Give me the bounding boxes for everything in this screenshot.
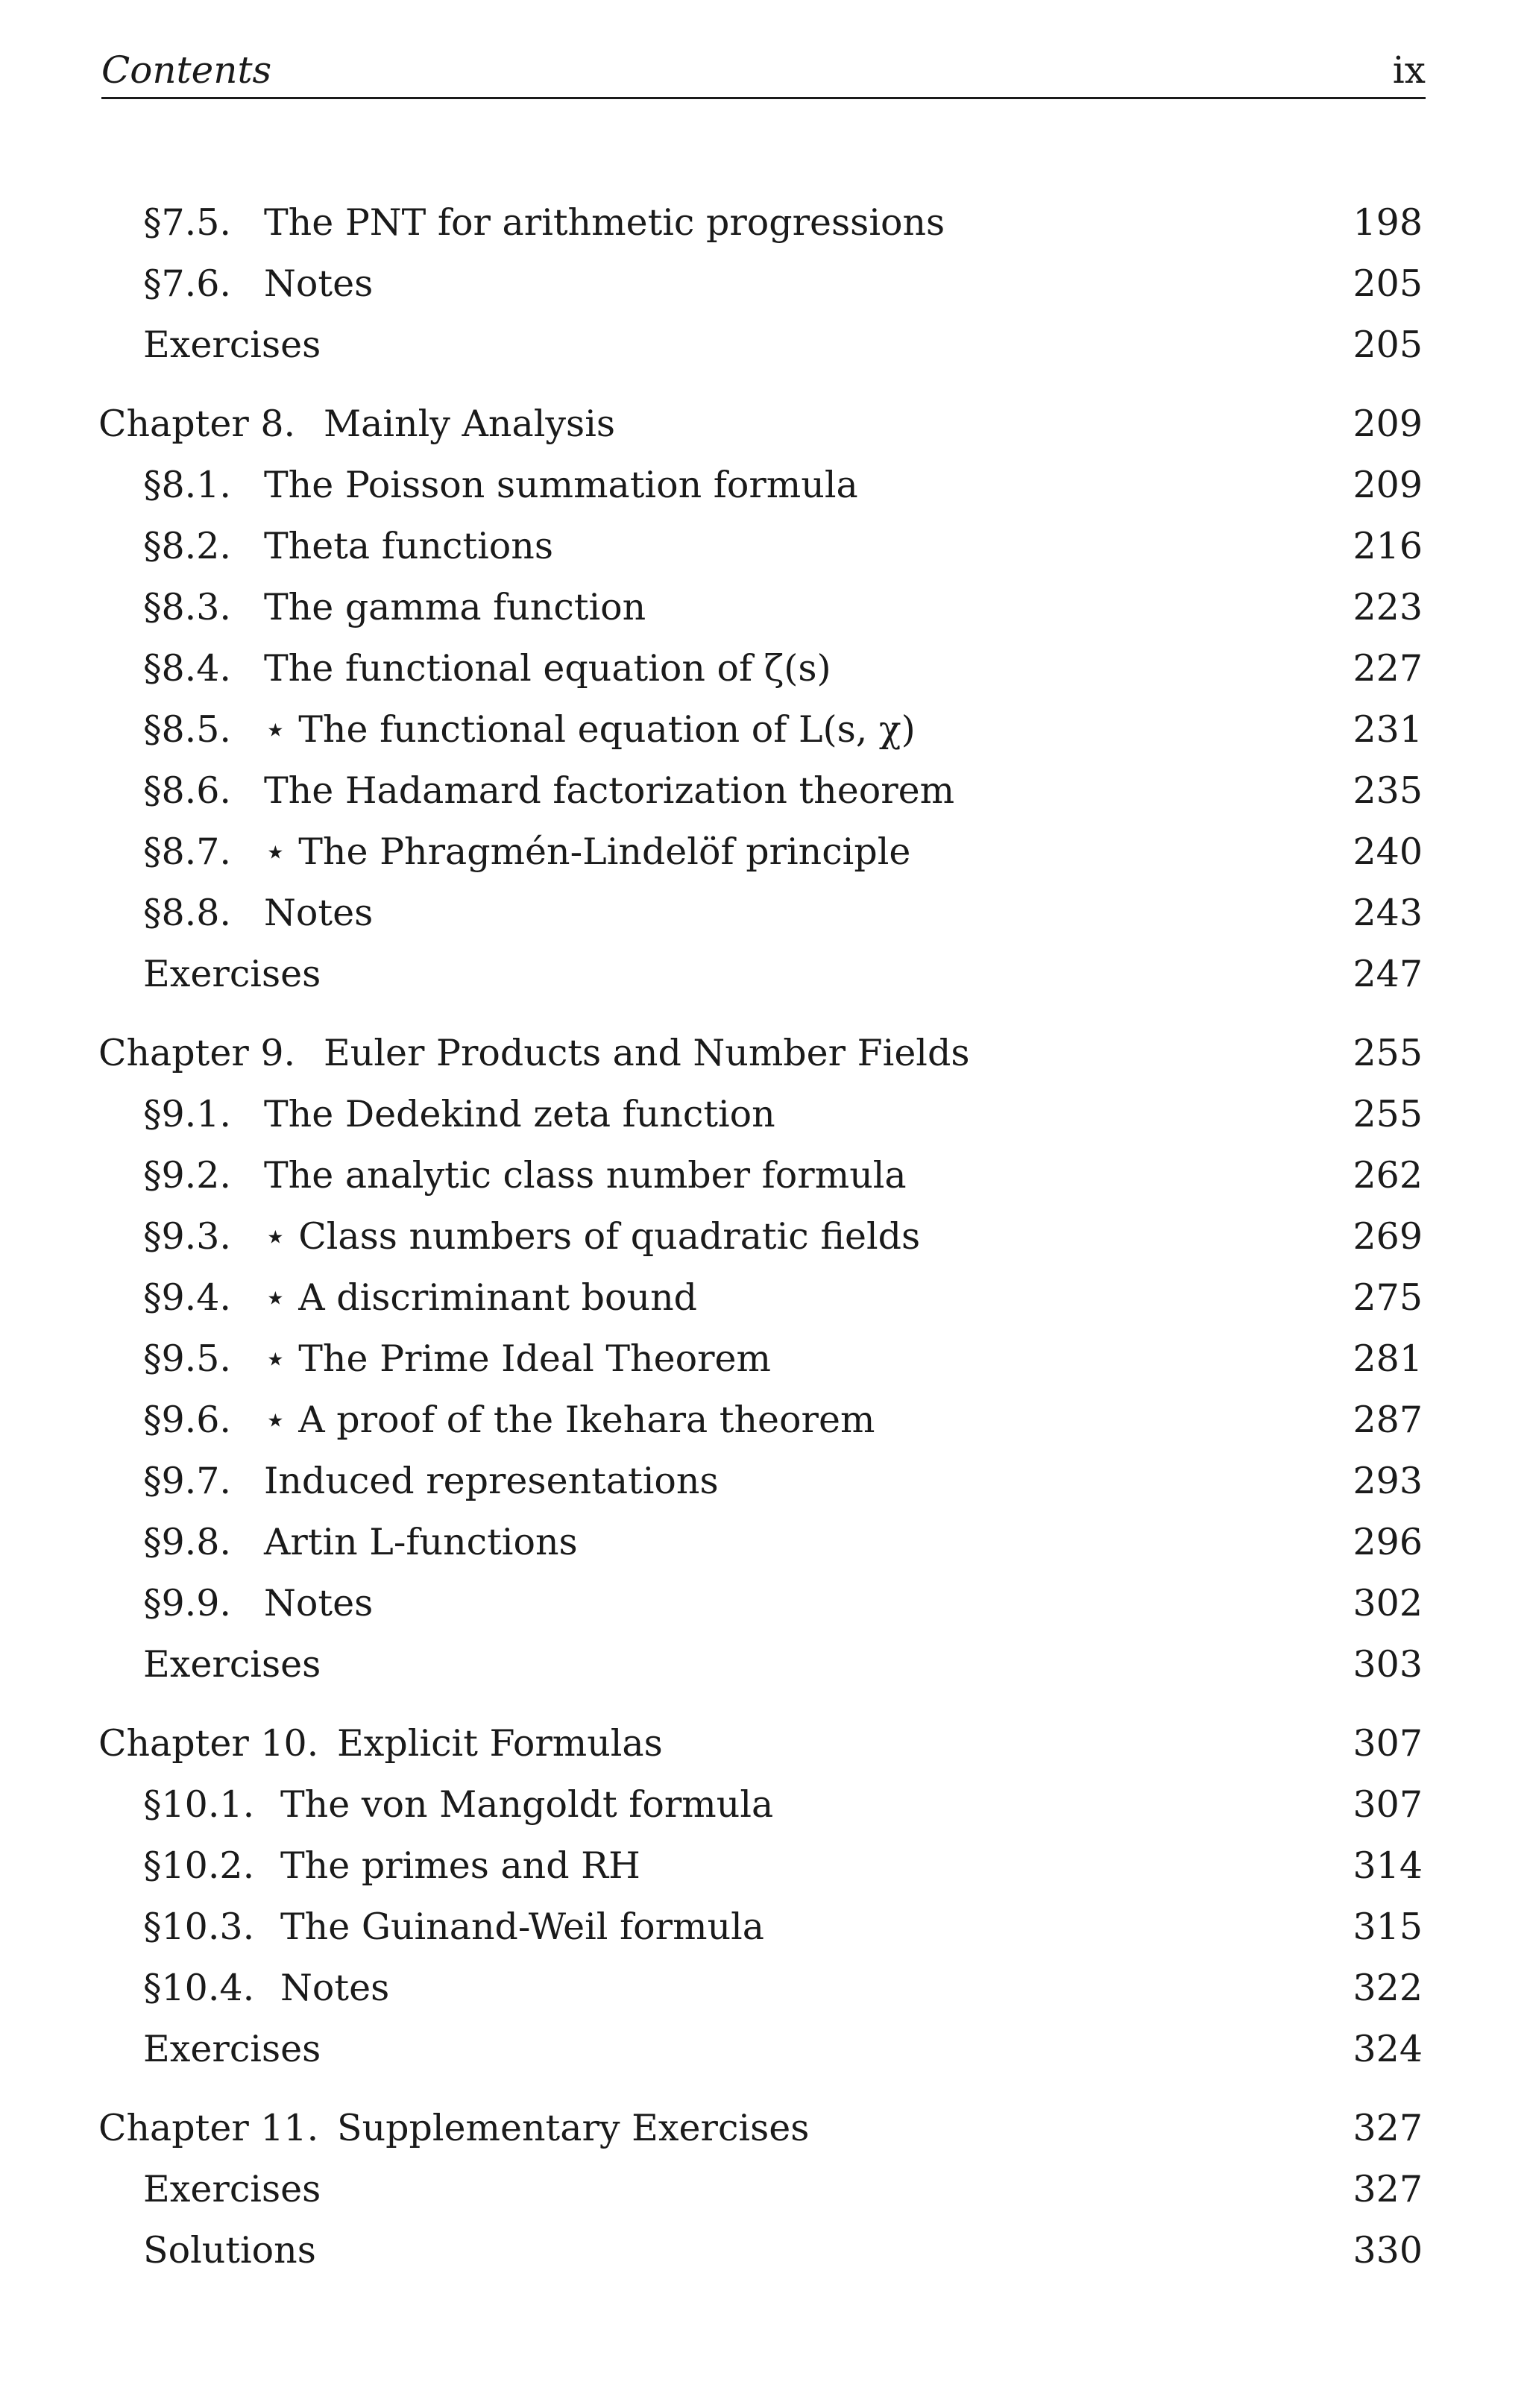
entry-page-number: 293 bbox=[1353, 1460, 1423, 1502]
toc-section-entry bbox=[143, 638, 1423, 699]
section-number: §10.2. bbox=[143, 1844, 255, 1887]
toc-exercises-entry bbox=[143, 2220, 1423, 2281]
entry-title: Mainly Analysis bbox=[324, 403, 616, 445]
entry-title: ⋆ A proof of the Ikehara theorem bbox=[264, 1399, 875, 1441]
chapter-number: Chapter 8. bbox=[98, 403, 296, 445]
entry-page-number: 216 bbox=[1353, 525, 1423, 567]
toc-section-entry bbox=[143, 1897, 1423, 1958]
toc-exercises-entry bbox=[143, 1634, 1423, 1695]
entry-page-number: 281 bbox=[1353, 1337, 1423, 1380]
section-number: §10.3. bbox=[143, 1906, 255, 1948]
entry-page-number: 227 bbox=[1353, 647, 1423, 690]
running-title: Contents bbox=[101, 48, 272, 92]
entry-page-number: 324 bbox=[1353, 2028, 1423, 2070]
entry-title: Induced representations bbox=[264, 1460, 719, 1502]
toc-section-entry bbox=[143, 760, 1423, 822]
page-number: ix bbox=[1392, 48, 1426, 92]
entry-title: Notes bbox=[264, 1582, 374, 1624]
section-number: §9.9. bbox=[143, 1582, 232, 1624]
section-number: §8.4. bbox=[143, 647, 232, 690]
entry-page-number: 296 bbox=[1353, 1521, 1423, 1563]
section-number: §9.3. bbox=[143, 1215, 232, 1258]
entry-title: ⋆ The Phragmén-Lindelöf principle bbox=[264, 830, 911, 873]
toc-section-entry bbox=[143, 1774, 1423, 1835]
toc-section-entry bbox=[143, 1835, 1423, 1897]
toc-section-entry bbox=[143, 577, 1423, 638]
entry-title: ⋆ The Prime Ideal Theorem bbox=[264, 1337, 771, 1380]
toc-exercises-entry bbox=[143, 944, 1423, 1005]
entry-page-number: 307 bbox=[1353, 1783, 1423, 1826]
toc-section-entry bbox=[143, 516, 1423, 577]
entry-title: Exercises bbox=[143, 2028, 321, 2070]
entry-title: Euler Products and Number Fields bbox=[324, 1032, 970, 1074]
entry-title: The primes and RH bbox=[280, 1844, 640, 1887]
entry-page-number: 198 bbox=[1353, 201, 1423, 244]
chapter-number: Chapter 9. bbox=[98, 1032, 296, 1074]
toc-section-entry bbox=[143, 1512, 1423, 1573]
section-number: §8.6. bbox=[143, 769, 232, 812]
entry-title: ⋆ Class numbers of quadratic fields bbox=[264, 1215, 921, 1258]
section-number: §8.2. bbox=[143, 525, 232, 567]
entry-title: ⋆ The functional equation of L(s, χ) bbox=[264, 708, 916, 751]
entry-page-number: 262 bbox=[1353, 1154, 1423, 1197]
toc-section-entry bbox=[143, 1329, 1423, 1390]
running-head bbox=[101, 43, 1426, 99]
entry-page-number: 322 bbox=[1353, 1967, 1423, 2009]
section-number: §10.4. bbox=[143, 1967, 255, 2009]
entry-page-number: 303 bbox=[1353, 1643, 1423, 1686]
entry-page-number: 287 bbox=[1353, 1399, 1423, 1441]
toc-chapter-entry bbox=[98, 1023, 1423, 1084]
entry-page-number: 255 bbox=[1353, 1093, 1423, 1135]
entry-page-number: 231 bbox=[1353, 708, 1423, 751]
section-number: §9.7. bbox=[143, 1460, 232, 1502]
section-number: §9.5. bbox=[143, 1337, 232, 1380]
entry-page-number: 209 bbox=[1353, 403, 1423, 445]
entry-page-number: 255 bbox=[1353, 1032, 1423, 1074]
entry-title: Theta functions bbox=[264, 525, 553, 567]
section-number: §7.5. bbox=[143, 201, 232, 244]
entry-page-number: 205 bbox=[1353, 262, 1423, 305]
entry-page-number: 247 bbox=[1353, 953, 1423, 995]
section-number: §8.7. bbox=[143, 830, 232, 873]
toc-section-entry bbox=[143, 1206, 1423, 1267]
toc-section-entry bbox=[143, 1390, 1423, 1451]
toc-section-entry bbox=[143, 699, 1423, 760]
toc-section-entry bbox=[143, 1958, 1423, 2019]
entry-page-number: 327 bbox=[1353, 2168, 1423, 2210]
entry-title: The Hadamard factorization theorem bbox=[264, 769, 955, 812]
section-number: §9.8. bbox=[143, 1521, 232, 1563]
chapter-number: Chapter 11. bbox=[98, 2107, 319, 2149]
entry-title: The gamma function bbox=[264, 586, 646, 628]
toc-chapter-entry bbox=[98, 2098, 1423, 2159]
section-number: §8.5. bbox=[143, 708, 232, 751]
toc-exercises-entry bbox=[143, 2159, 1423, 2220]
entry-page-number: 223 bbox=[1353, 586, 1423, 628]
section-number: §10.1. bbox=[143, 1783, 255, 1826]
entry-page-number: 209 bbox=[1353, 464, 1423, 506]
entry-page-number: 302 bbox=[1353, 1582, 1423, 1624]
entry-title: The Guinand-Weil formula bbox=[280, 1906, 765, 1948]
section-number: §9.2. bbox=[143, 1154, 232, 1197]
toc-exercises-entry bbox=[143, 315, 1423, 376]
entry-title: The PNT for arithmetic progressions bbox=[264, 201, 945, 244]
entry-title: The Poisson summation formula bbox=[264, 464, 858, 506]
entry-title: The analytic class number formula bbox=[264, 1154, 907, 1197]
entry-title: Exercises bbox=[143, 2168, 321, 2210]
toc-section-entry bbox=[143, 1451, 1423, 1512]
entry-title: Explicit Formulas bbox=[337, 1722, 663, 1765]
toc-section-entry bbox=[143, 253, 1423, 315]
entry-page-number: 330 bbox=[1353, 2229, 1423, 2272]
entry-page-number: 240 bbox=[1353, 830, 1423, 873]
entry-page-number: 235 bbox=[1353, 769, 1423, 812]
toc-chapter-entry bbox=[98, 1713, 1423, 1774]
entry-page-number: 205 bbox=[1353, 324, 1423, 366]
entry-title: The functional equation of ζ(s) bbox=[264, 647, 831, 690]
entry-page-number: 307 bbox=[1353, 1722, 1423, 1765]
section-number: §8.3. bbox=[143, 586, 232, 628]
entry-title: Notes bbox=[264, 262, 374, 305]
toc-section-entry bbox=[143, 455, 1423, 516]
toc-section-entry bbox=[143, 192, 1423, 253]
entry-page-number: 315 bbox=[1353, 1906, 1423, 1948]
toc-section-entry bbox=[143, 1267, 1423, 1329]
section-number: §9.6. bbox=[143, 1399, 232, 1441]
toc-exercises-entry bbox=[143, 2019, 1423, 2080]
section-number: §9.1. bbox=[143, 1093, 232, 1135]
entry-title: The von Mangoldt formula bbox=[280, 1783, 774, 1826]
entry-title: Notes bbox=[264, 892, 374, 934]
entry-title: Exercises bbox=[143, 324, 321, 366]
toc-chapter-entry bbox=[98, 394, 1423, 455]
entry-page-number: 327 bbox=[1353, 2107, 1423, 2149]
toc-section-entry bbox=[143, 1145, 1423, 1206]
section-number: §7.6. bbox=[143, 262, 232, 305]
toc-section-entry bbox=[143, 883, 1423, 944]
entry-title: Notes bbox=[280, 1967, 390, 2009]
toc-section-entry bbox=[143, 1573, 1423, 1634]
entry-title: Supplementary Exercises bbox=[337, 2107, 810, 2149]
toc-section-entry bbox=[143, 1084, 1423, 1145]
entry-title: Exercises bbox=[143, 953, 321, 995]
chapter-number: Chapter 10. bbox=[98, 1722, 319, 1765]
entry-title: Exercises bbox=[143, 1643, 321, 1686]
entry-title: Solutions bbox=[143, 2229, 316, 2272]
section-number: §9.4. bbox=[143, 1276, 232, 1319]
entry-page-number: 269 bbox=[1353, 1215, 1423, 1258]
section-number: §8.1. bbox=[143, 464, 232, 506]
section-number: §8.8. bbox=[143, 892, 232, 934]
entry-title: ⋆ A discriminant bound bbox=[264, 1276, 698, 1319]
entry-title: Artin L-functions bbox=[264, 1521, 578, 1563]
entry-title: The Dedekind zeta function bbox=[264, 1093, 775, 1135]
entry-page-number: 243 bbox=[1353, 892, 1423, 934]
entry-page-number: 275 bbox=[1353, 1276, 1423, 1319]
toc-section-entry bbox=[143, 822, 1423, 883]
entry-page-number: 314 bbox=[1353, 1844, 1423, 1887]
